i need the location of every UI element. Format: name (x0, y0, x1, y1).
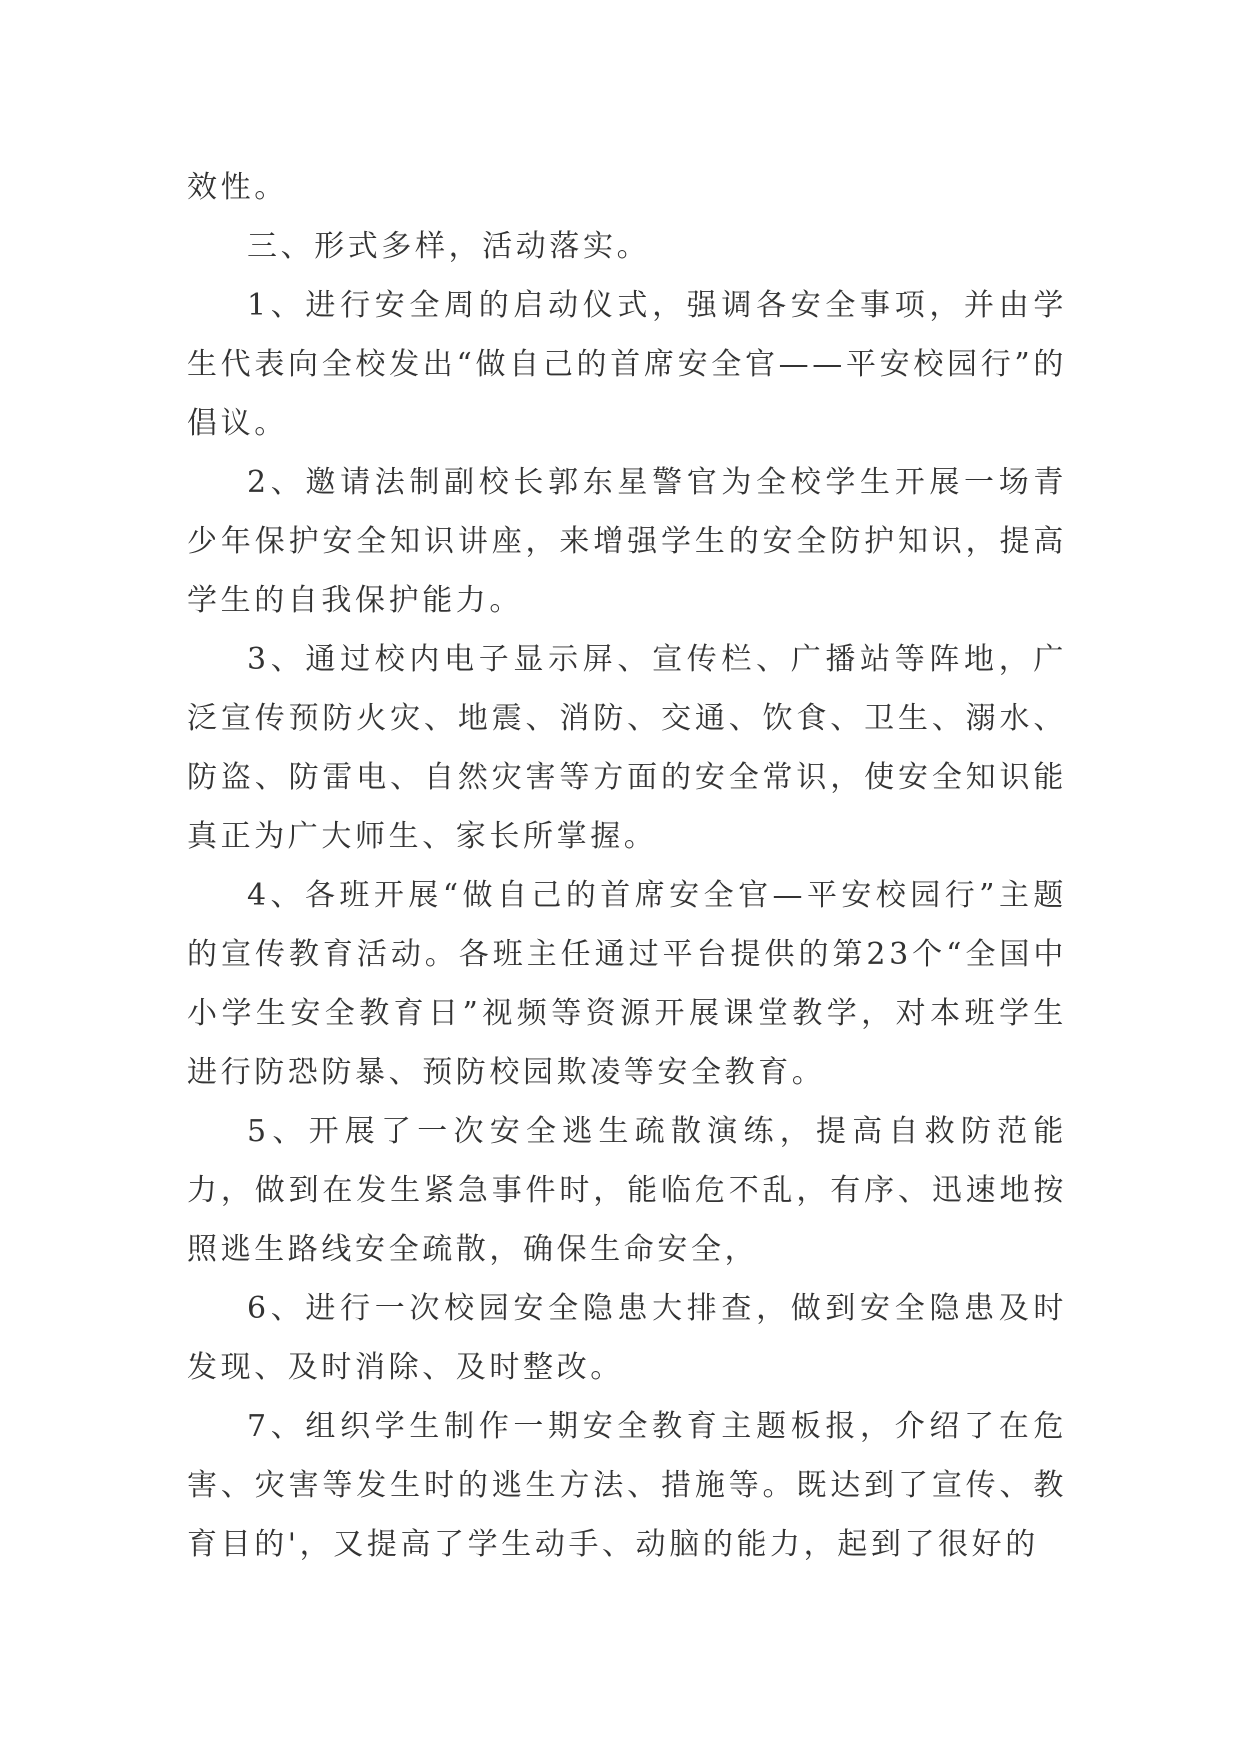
paragraph-item-2: 2、邀请法制副校长郭东星警官为全校学生开展一场青少年保护安全知识讲座，来增强学生的安全防护知识，提高学生的自我保护能力。 (187, 465, 1067, 618)
paragraph-item-4: 4、各班开展“做自己的首席安全官—平安校园行”主题的宣传教育活动。各班主任通过平台提供的第23个“全国中小学生安全教育日”视频等资源开展课堂教学，对本班学生进行防恐防暴、预防校园欺凌等安全教育。 (187, 878, 1067, 1090)
paragraph-continuation: 效性。 (187, 170, 288, 205)
paragraph-item-5: 5、开展了一次安全逃生疏散演练，提高自救防范能力，做到在发生紧急事件时，能临危不乱，有序、迅速地按照逃生路线安全疏散，确保生命安全， (187, 1114, 1067, 1267)
paragraph-item-3: 3、通过校内电子显示屏、宣传栏、广播站等阵地，广泛宣传预防火灾、地震、消防、交通、饮食、卫生、溺水、防盗、防雷电、自然灾害等方面的安全常识，使安全知识能真正为广大师生、家长所掌握。 (187, 642, 1067, 854)
section-heading: 三、形式多样，活动落实。 (247, 229, 651, 264)
paragraph-item-6: 6、进行一次校园安全隐患大排查，做到安全隐患及时发现、及时消除、及时整改。 (187, 1291, 1067, 1385)
paragraph-item-7: 7、组织学生制作一期安全教育主题板报，介绍了在危害、灾害等发生时的逃生方法、措施等。既达到了宣传、教育目的'，又提高了学生动手、动脑的能力，起到了很好的 (187, 1409, 1067, 1562)
document-body (187, 158, 1067, 1574)
paragraph-item-1: 1、进行安全周的启动仪式，强调各安全事项，并由学生代表向全校发出“做自己的首席安全官——平安校园行”的倡议。 (187, 288, 1067, 441)
